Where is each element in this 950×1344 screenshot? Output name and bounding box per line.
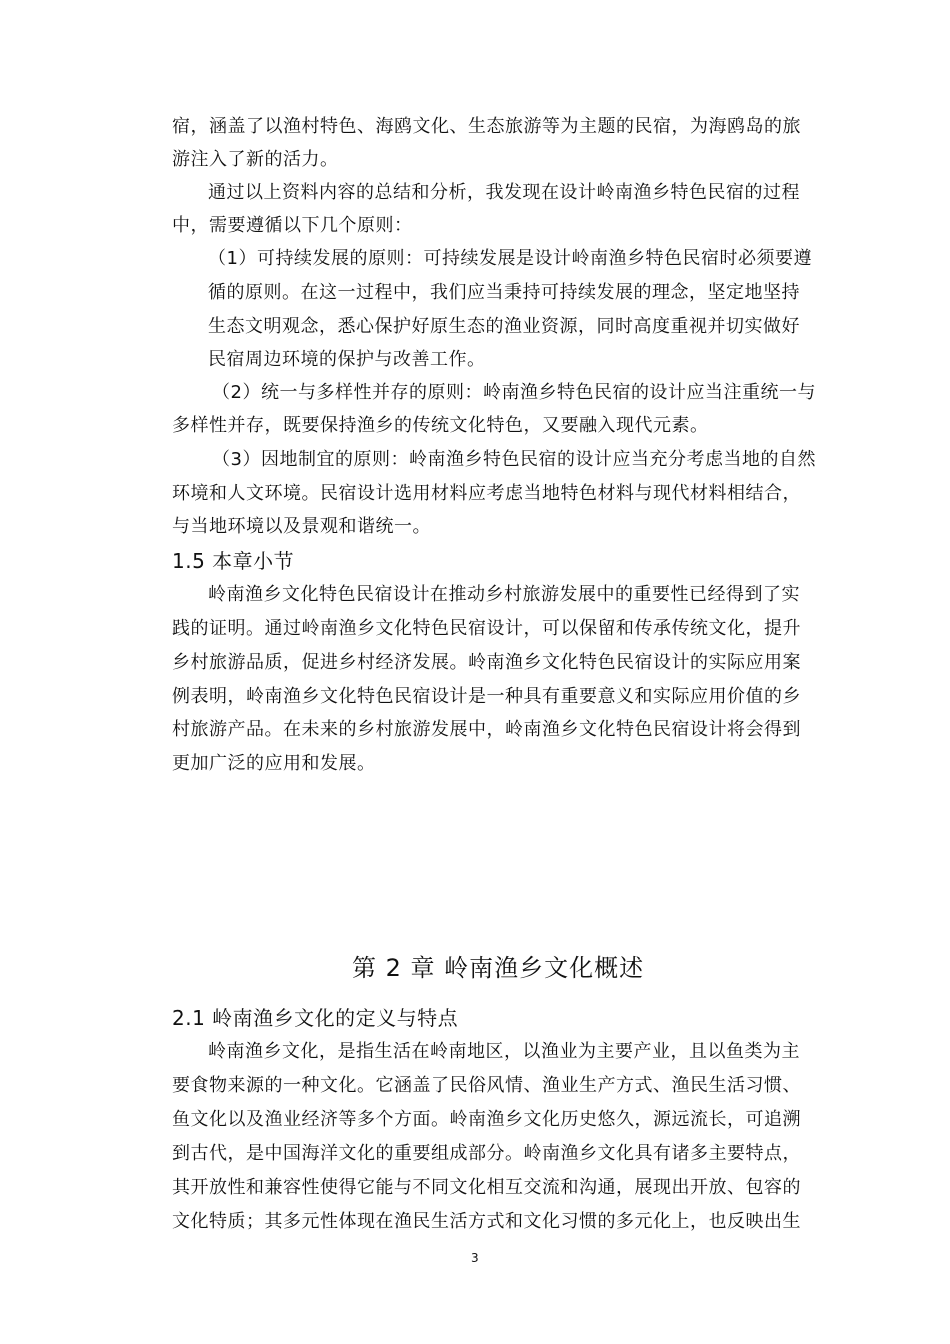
paragraph-line: 例表明，岭南渔乡文化特色民宿设计是一种具有重要意义和实际应用价值的乡 [172, 686, 801, 707]
paragraph-line: 更加广泛的应用和发展。 [172, 753, 376, 774]
paragraph-line: 鱼文化以及渔业经济等多个方面。岭南渔乡文化历史悠久，源远流长，可追溯 [172, 1109, 801, 1130]
paragraph-line: 通过以上资料内容的总结和分析，我发现在设计岭南渔乡特色民宿的过程 [208, 182, 800, 203]
paragraph-line: 践的证明。通过岭南渔乡文化特色民宿设计，可以保留和传承传统文化，提升 [172, 618, 801, 639]
paragraph-line: 岭南渔乡文化特色民宿设计在推动乡村旅游发展中的重要性已经得到了实 [208, 584, 800, 605]
page-number: 3 [471, 1251, 479, 1265]
principle-1-line: 民宿周边环境的保护与改善工作。 [208, 349, 486, 370]
chapter-title: 第 2 章 岭南渔乡文化概述 [352, 954, 645, 982]
principle-2-line: 多样性并存，既要保持渔乡的传统文化特色，又要融入现代元素。 [172, 415, 709, 436]
paragraph-line: 文化特质；其多元性体现在渔民生活方式和文化习惯的多元化上，也反映出生 [172, 1211, 801, 1232]
paragraph-line: 村旅游产品。在未来的乡村旅游发展中，岭南渔乡文化特色民宿设计将会得到 [172, 719, 801, 740]
principle-3-line: （3）因地制宜的原则：岭南渔乡特色民宿的设计应当充分考虑当地的自然 [212, 449, 816, 470]
principle-3-line: 环境和人文环境。民宿设计选用材料应考虑当地特色材料与现代材料相结合， [172, 483, 801, 504]
section-heading-2-1: 2.1 岭南渔乡文化的定义与特点 [172, 1006, 459, 1030]
paragraph-line: 中，需要遵循以下几个原则： [172, 215, 413, 236]
paragraph-line: 其开放性和兼容性使得它能与不同文化相互交流和沟通，展现出开放、包容的 [172, 1177, 801, 1198]
principle-2-line: （2）统一与多样性并存的原则：岭南渔乡特色民宿的设计应当注重统一与 [212, 382, 816, 403]
principle-1-line: 生态文明观念，悉心保护好原生态的渔业资源，同时高度重视并切实做好 [208, 316, 800, 337]
paragraph-line: 宿，涵盖了以渔村特色、海鸥文化、生态旅游等为主题的民宿，为海鸥岛的旅 [172, 116, 801, 137]
paragraph-line: 到古代，是中国海洋文化的重要组成部分。岭南渔乡文化具有诸多主要特点， [172, 1143, 801, 1164]
paragraph-line: 游注入了新的活力。 [172, 149, 339, 170]
principle-1-line: 循的原则。在这一过程中，我们应当秉持可持续发展的理念，坚定地坚持 [208, 282, 800, 303]
principle-1-line: （1）可持续发展的原则：可持续发展是设计岭南渔乡特色民宿时必须要遵 [208, 248, 812, 269]
paragraph-line: 岭南渔乡文化，是指生活在岭南地区，以渔业为主要产业，且以鱼类为主 [208, 1041, 800, 1062]
principle-3-line: 与当地环境以及景观和谐统一。 [172, 516, 431, 537]
section-heading-1-5: 1.5 本章小节 [172, 549, 295, 573]
paragraph-line: 要食物来源的一种文化。它涵盖了民俗风情、渔业生产方式、渔民生活习惯、 [172, 1075, 801, 1096]
paragraph-line: 乡村旅游品质，促进乡村经济发展。岭南渔乡文化特色民宿设计的实际应用案 [172, 652, 801, 673]
